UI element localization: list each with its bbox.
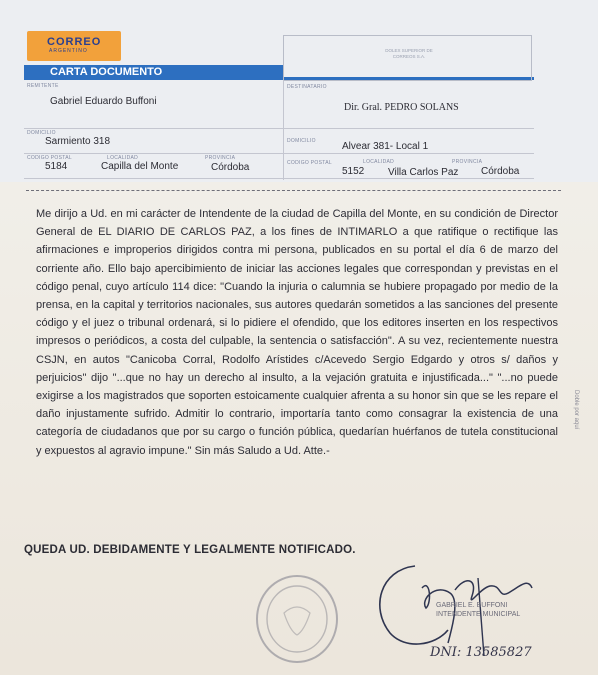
separator-line bbox=[26, 190, 561, 191]
logo-subtext: ARGENTINO bbox=[49, 48, 88, 54]
letter-body: Me dirijo a Ud. en mi carácter de Intendente de la ciudad de Capilla del Monte, en su condición de Director General de EL DIARIO DE CARLOS PAZ, a los fines de INTIMARLO a que ratifique o rectifique las afirmaciones e improperios dirigidos contra mi persona, publicados en su portal el día 6 de marzo del corriente año. Ello bajo apercibimiento de iniciar las acciones legales que correspondan y previstas en el código penal, cuyo artículo 114 dice: "Cuando la injuria o calumnia se hubiere propagado por medio de la prensa, en la capital y territorios nacionales, sus autores quedarán sometidos a las sanciones del presente código y el juez o tribunal ordenará, si lo pidiere el ofendido, que los editores inserten en los respectivos impresos o periódicos, a costa del culpable, la sentencia o satisfacción". A su vez, recientemente nuestra CSJN, en autos "Canicoba Corral, Rodolfo Arístides c/Acevedo Sergio Edgardo y otros s/ daños y perjuicios" dijo "...que no hay un derecho al insulto, a la vejación gratuita e injustificada..." "...no puede exigirse a los magistrados que soporten estoicamente cualquier afrenta a su honor sin que se les repare el daño injustamente sufrido. Admitir lo contrario, importaría tanto como consagrar la existencia de una categoría de ciudadanos que por su cargo o función pública, quedarían huérfanos de tutela constitucional y expuestos al agravio impune." Sin más Saludo a Ud. Atte.- bbox=[36, 208, 558, 457]
recipient-province: Córdoba bbox=[481, 166, 520, 177]
row-divider bbox=[24, 128, 534, 129]
sender-city-label: LOCALIDAD bbox=[107, 155, 139, 161]
stamp-text: DOLEX SUPERIOR DE CORREOS S.A. bbox=[385, 48, 433, 59]
logo-text: CORREO bbox=[47, 36, 102, 48]
recipient-province-label: PROVINCIA bbox=[452, 159, 483, 165]
sender-province: Córdoba bbox=[211, 162, 250, 173]
form-header-area bbox=[0, 0, 598, 182]
recipient-address-label: DOMICILIO bbox=[287, 138, 316, 144]
municipal-seal-icon bbox=[254, 573, 340, 665]
recipient-postal-label: CODIGO POSTAL bbox=[287, 160, 332, 166]
signature-dni: DNI: 13585827 bbox=[430, 645, 532, 660]
row-divider bbox=[24, 153, 534, 154]
sender-label: REMITENTE bbox=[27, 83, 59, 89]
recipient-city: Villa Carlos Paz bbox=[388, 167, 459, 178]
sender-city: Capilla del Monte bbox=[101, 161, 179, 172]
stamp-box bbox=[283, 35, 532, 81]
column-divider bbox=[283, 80, 284, 180]
form-title-bar bbox=[24, 65, 284, 80]
sender-postal-label: CODIGO POSTAL bbox=[27, 155, 72, 161]
sender-name: Gabriel Eduardo Buffoni bbox=[50, 96, 157, 107]
recipient-postal: 5152 bbox=[342, 166, 365, 177]
correo-logo bbox=[27, 31, 121, 61]
form-title: CARTA DOCUMENTO bbox=[50, 66, 163, 78]
row-divider bbox=[24, 178, 534, 179]
signature-stamp bbox=[436, 601, 520, 619]
fold-note: Doble por aquí bbox=[573, 390, 579, 430]
recipient-label: DESTINATARIO bbox=[287, 84, 327, 90]
recipient-address: Alvear 381- Local 1 bbox=[342, 141, 429, 152]
signature-name: GABRIEL E. BUFFONI bbox=[436, 602, 508, 609]
recipient-name: Dir. Gral. PEDRO SOLANS bbox=[344, 102, 459, 113]
sender-address: Sarmiento 318 bbox=[45, 136, 111, 147]
legal-notice: QUEDA UD. DEBIDAMENTE Y LEGALMENTE NOTIFICADO. bbox=[24, 544, 356, 556]
signature-title: INTENDENTE MUNICIPAL bbox=[436, 611, 521, 618]
sender-postal: 5184 bbox=[45, 161, 68, 172]
recipient-city-label: LOCALIDAD bbox=[363, 159, 395, 165]
sender-address-label: DOMICILIO bbox=[27, 130, 56, 136]
sender-province-label: PROVINCIA bbox=[205, 155, 236, 161]
